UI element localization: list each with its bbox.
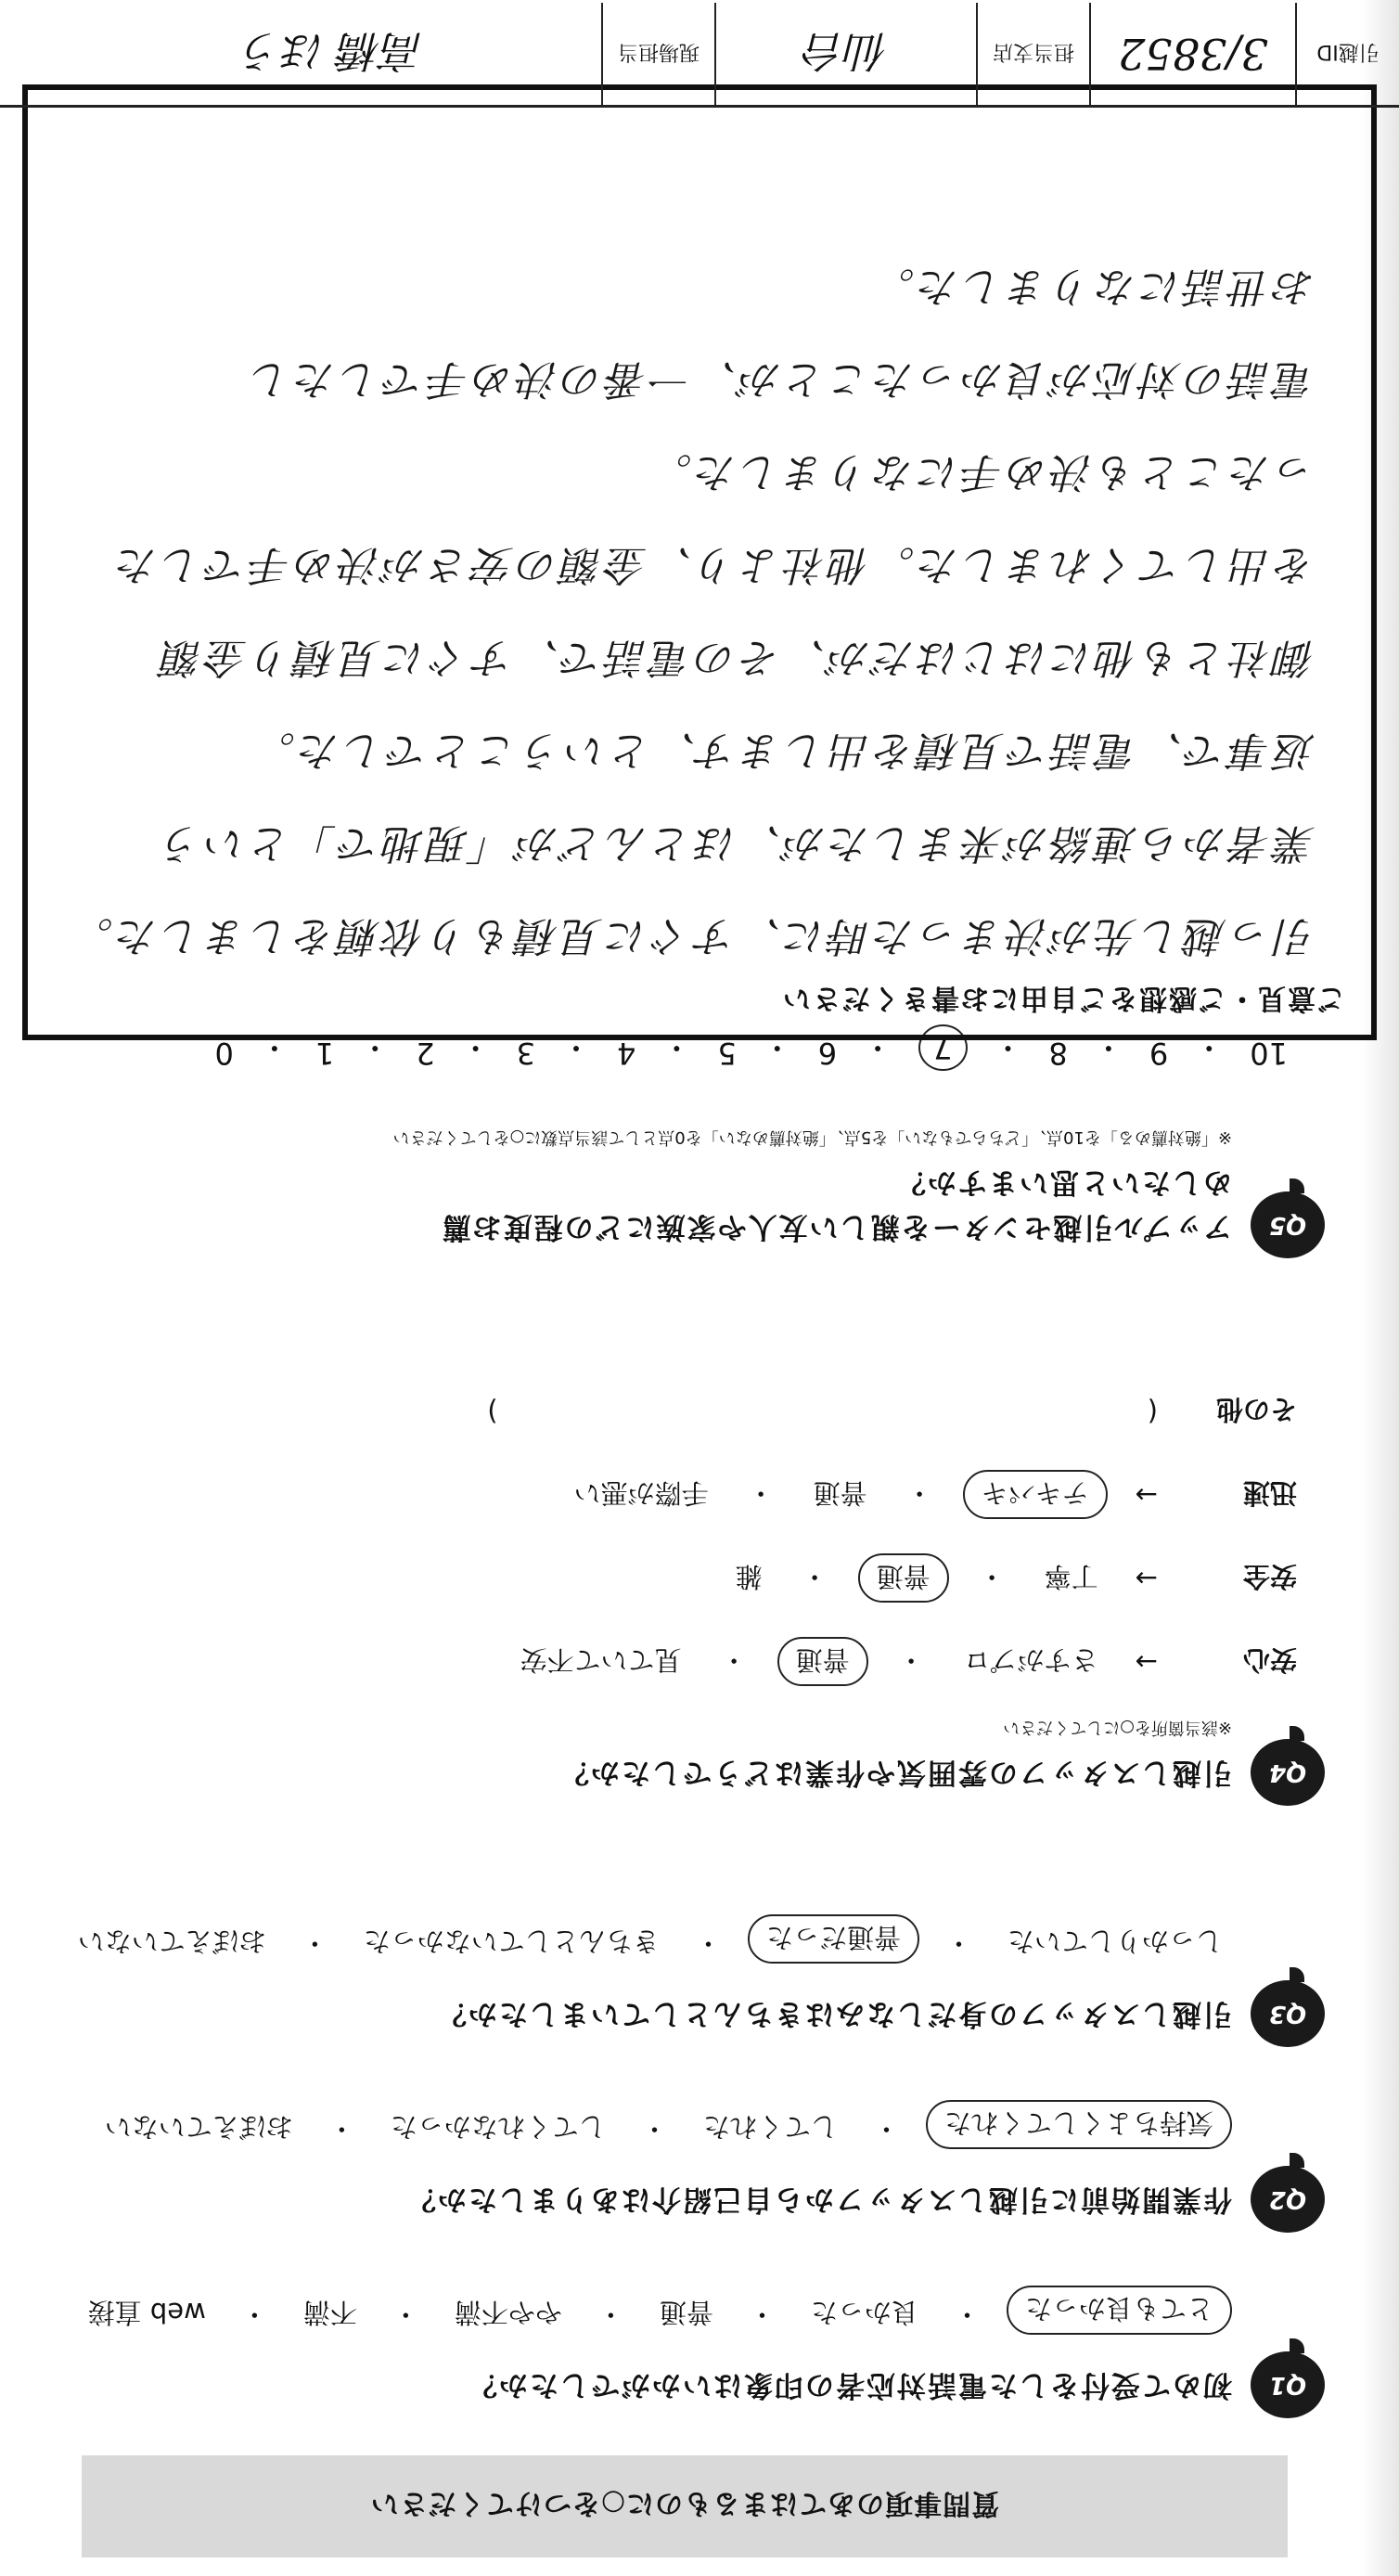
scale-9[interactable]: 9: [1149, 1036, 1169, 1071]
row-label: 迅速: [1242, 1477, 1297, 1510]
comments-title: ご意見・ご感想をご自由にお書きください: [781, 982, 1345, 1014]
q4-badge: Q4: [1251, 1739, 1325, 1806]
id-table: [0, 3, 1399, 108]
q4-text: 引越しスタッフの雰囲気や作業はどうでしたか？: [558, 1756, 1232, 1789]
q1-option[interactable]: 不満: [302, 2297, 357, 2328]
q1-option[interactable]: とても良かった: [1007, 2286, 1232, 2335]
scale-4[interactable]: 4: [617, 1036, 636, 1071]
row-label: その他: [1215, 1394, 1297, 1426]
q4-rows: [487, 1370, 1297, 1704]
q2-option[interactable]: 気持ちよくしてくれた: [926, 2100, 1232, 2149]
q5-note: ※「絶対薦める」を10点、「どちらでもない」を5点、「絶対薦めない」を0点として該当点数に○をしてください: [392, 1127, 1232, 1147]
q4-option[interactable]: 普通: [858, 1554, 949, 1604]
q4-option[interactable]: 普通: [813, 1477, 867, 1510]
q3-option[interactable]: きちんとしていなかった: [363, 1926, 660, 1957]
scale-5[interactable]: 5: [717, 1036, 737, 1071]
q3-options: しっかりしていた ・ 普通だった ・ きちんとしていなかった ・ おぼえていない: [69, 1914, 1232, 1964]
q4-option[interactable]: 普通: [777, 1638, 868, 1687]
scale-10[interactable]: 10: [1250, 1036, 1288, 1071]
q1-options: とても良かった ・ 良かった ・ 普通 ・ やや不満 ・ 不満 ・ web 直接: [79, 2286, 1232, 2335]
q5-badge: Q5: [1251, 1191, 1325, 1258]
q3-text: 引越しスタッフの身だしなみはきちんとしていましたか？: [436, 1997, 1232, 2030]
scale-6[interactable]: 6: [817, 1036, 838, 1071]
recommend-scale: 10 ・ 9 ・ 8 ・ 7 ・ 6 ・ 5 ・ 4 ・ 3 ・ 2 ・ 1 ・ 0: [215, 1024, 1288, 1071]
q4-row-anshin: 安心 → さすがプロ ・ 普通 ・ 見ていて不安: [487, 1620, 1297, 1704]
q3-option[interactable]: おぼえていない: [77, 1926, 266, 1957]
q3-option[interactable]: しっかりしていた: [1007, 1926, 1223, 1957]
row-label: 安全: [1242, 1561, 1297, 1593]
scale-7[interactable]: 7: [918, 1024, 967, 1071]
comment-line: 御社とも他にはじはだが、その電話で、すぐに見積り金額: [158, 634, 1316, 681]
q4-option[interactable]: 手際が悪い: [573, 1477, 709, 1510]
q1-option[interactable]: やや不満: [454, 2297, 562, 2328]
q2-option[interactable]: してくれなかった: [390, 2111, 606, 2143]
q4-note: ※該当箇所を○にしてください: [1003, 1718, 1232, 1737]
q1-option[interactable]: 良かった: [810, 2297, 918, 2328]
branch-value: 仙台: [714, 3, 976, 105]
comments-box[interactable]: [22, 84, 1377, 1040]
comment-line: を出してくれました。他社より、金額の安さが決め手でした: [113, 541, 1316, 588]
q3-option[interactable]: 普通だった: [748, 1914, 919, 1964]
q4-row-jinsoku: 迅速 → テキパキ ・ 普通 ・ 手際が悪い: [487, 1453, 1297, 1537]
q2-options: 気持ちよくしてくれた ・ してくれた ・ してくれなかった ・ おぼえていない: [96, 2100, 1232, 2149]
q1-option[interactable]: 普通: [659, 2297, 713, 2328]
scale-3[interactable]: 3: [516, 1036, 536, 1071]
paren-close: ): [487, 1396, 498, 1427]
q4-option[interactable]: テキパキ: [963, 1471, 1108, 1520]
comment-line: 業者から連絡が来ましたが、ほとんどが「現地で」という: [158, 819, 1316, 867]
q4-option[interactable]: 雑: [735, 1561, 763, 1593]
q2-badge: Q2: [1251, 2166, 1325, 2233]
scale-0[interactable]: 0: [214, 1036, 234, 1071]
row-label: 安心: [1242, 1644, 1297, 1677]
paren-open: (: [1147, 1396, 1158, 1427]
q1-badge: Q1: [1251, 2351, 1325, 2418]
q4-option[interactable]: 見ていて不安: [520, 1644, 682, 1677]
q5-text: アップル引越センターを親しい友人や家族にどの程度お薦めしたいと思いますか？: [440, 1166, 1232, 1243]
instruction-text: 質問事項のあてはまるものに○をつけてください: [369, 2487, 1000, 2519]
id-value: 3/3852: [1089, 3, 1295, 105]
q4-option[interactable]: さすがプロ: [963, 1644, 1098, 1677]
staff-value: 高橋 ほう: [239, 26, 425, 76]
q1-text: 初めて受付をした電話対応者の印象はいかがでしたか？: [467, 2368, 1232, 2402]
instruction-banner: [82, 2455, 1288, 2557]
comment-line: 電話の対応が良かったことが、一番の決め手でしたし: [247, 355, 1316, 403]
staff-label: 現場担当: [601, 3, 714, 105]
q2-option[interactable]: おぼえていない: [104, 2111, 293, 2143]
q2-option[interactable]: してくれた: [702, 2111, 838, 2143]
comment-line: 引っ越し先が決まった時に、すぐに見積もり依頼をしました。: [69, 912, 1316, 960]
comment-line: 返事で、電話で見積を出します、ということでした。: [250, 727, 1316, 774]
q4-row-anzen: 安全 → 丁寧 ・ 普通 ・ 雑: [487, 1537, 1297, 1620]
comment-line: お世話になりました。: [870, 263, 1316, 310]
q3-badge: Q3: [1251, 1980, 1325, 2047]
q4-option[interactable]: 丁寧: [1044, 1561, 1098, 1593]
q1-option[interactable]: web 直接: [87, 2297, 206, 2328]
id-label: 引越ID: [1295, 3, 1399, 105]
scale-2[interactable]: 2: [416, 1036, 435, 1071]
comment-line: ったことも決め手になりました。: [648, 448, 1316, 496]
q2-text: 作業開始前に引越しスタッフから自己紹介はありましたか？: [405, 2183, 1232, 2216]
branch-label: 担当支店: [976, 3, 1089, 105]
scale-1[interactable]: 1: [314, 1036, 335, 1071]
scale-8[interactable]: 8: [1048, 1036, 1068, 1071]
q4-row-other: [487, 1370, 1297, 1453]
